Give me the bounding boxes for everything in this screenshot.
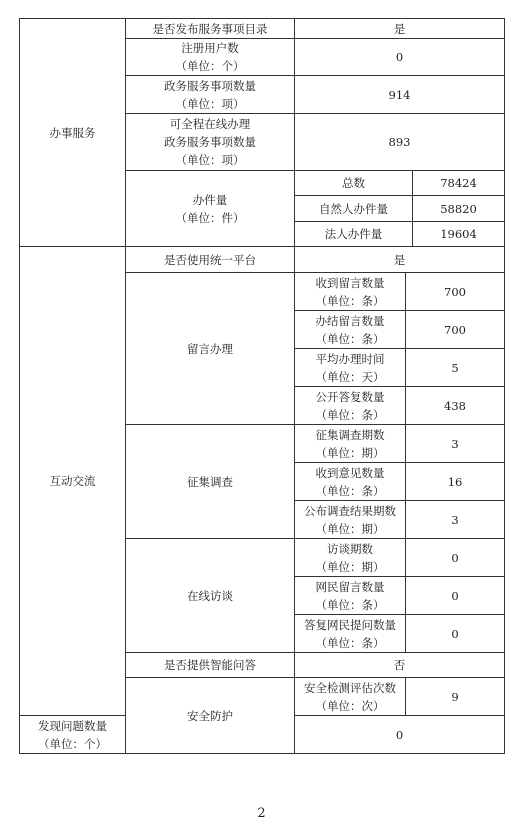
gongkai-value: 438 (406, 387, 505, 425)
jieguo-value: 3 (406, 501, 505, 539)
jiance-label: 安全检测评估次数 （单位：次） (304, 680, 396, 713)
stats-table (19, 18, 505, 754)
pingjun-value: 5 (406, 349, 505, 387)
banjie-value: 700 (406, 311, 505, 349)
zhengwu-label: 政务服务事项数量 （单位：项） (164, 78, 256, 111)
shoudao-label: 收到留言数量 （单位：条） (315, 275, 385, 308)
zhengji-label: 征集调查 (126, 425, 295, 539)
banjian-label: 办件量 （单位：件） (175, 192, 245, 225)
page-number: 2 (257, 806, 266, 821)
yijian-value: 16 (406, 463, 505, 501)
fabu-label: 是否发布服务事项目录 (126, 19, 295, 39)
wenti-label: 发现问题数量 （单位：个） (38, 718, 107, 751)
faren-value: 19604 (413, 222, 505, 247)
tongyi-label: 是否使用统一平台 (126, 247, 295, 273)
zhineng-value: 否 (295, 653, 505, 678)
zjqishu-label: 征集调查期数 （单位：期） (315, 427, 385, 460)
shoudao-value: 700 (406, 273, 505, 311)
ziranren-label: 自然人办件量 (295, 196, 413, 222)
section-banshi: 办事服务 (20, 19, 126, 247)
ftqishu-label: 访谈期数 （单位：期） (315, 541, 385, 574)
fabu-value: 是 (295, 19, 505, 39)
banjie-label: 办结留言数量 （单位：条） (315, 313, 385, 346)
zongshu-value: 78424 (413, 171, 505, 196)
section-hudong: 互动交流 (20, 247, 126, 716)
wangmin-label: 网民留言数量 （单位：条） (315, 579, 385, 612)
zhineng-label: 是否提供智能问答 (126, 653, 295, 678)
ziranren-value: 58820 (413, 196, 505, 222)
tongyi-value: 是 (295, 247, 505, 273)
wenti-value: 0 (295, 716, 505, 754)
jieguo-label: 公布调查结果期数 （单位：期） (304, 503, 396, 536)
zjqishu-value: 3 (406, 425, 505, 463)
zhengwu-value: 914 (295, 76, 505, 114)
zongshu-label: 总数 (295, 171, 413, 196)
gongkai-label: 公开答复数量 （单位：条） (315, 389, 385, 422)
section-anquan: 安全防护 (126, 678, 295, 754)
zhuce-label: 注册用户数 （单位：个） (175, 41, 245, 73)
liuyan-label: 留言办理 (126, 273, 295, 425)
faren-label: 法人办件量 (295, 222, 413, 247)
fangtan-label: 在线访谈 (126, 539, 295, 653)
dafu-value: 0 (406, 615, 505, 653)
pingjun-label: 平均办理时间 （单位：天） (315, 351, 385, 384)
zhuce-value: 0 (295, 39, 505, 76)
ftqishu-value: 0 (406, 539, 505, 577)
wangmin-value: 0 (406, 577, 505, 615)
yijian-label: 收到意见数量 （单位：条） (315, 465, 385, 498)
quancheng-value: 893 (295, 114, 505, 171)
jiance-value: 9 (406, 678, 505, 716)
quancheng-label: 可全程在线办理 政务服务事项数量 （单位：项） (164, 117, 256, 167)
dafu-label: 答复网民提问数量 （单位：条） (304, 617, 396, 650)
